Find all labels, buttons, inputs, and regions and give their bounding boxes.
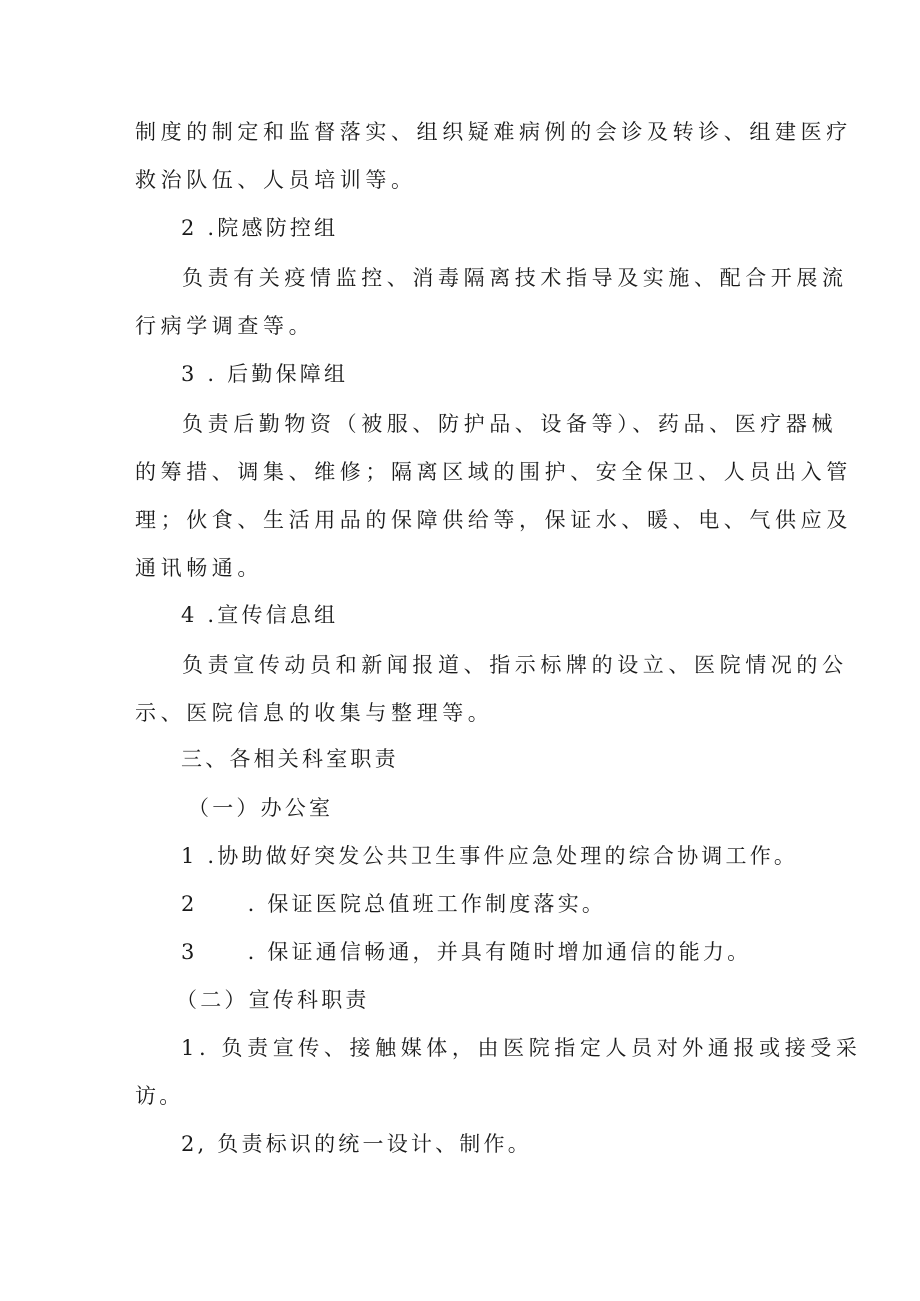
paragraph-line: 救治队伍、人员培训等。 xyxy=(135,168,417,192)
list-item: 1 .协助做好突发公共卫生事件应急处理的综合协调工作。 xyxy=(181,844,799,868)
list-number: 2 xyxy=(181,892,198,916)
paragraph-line: 行病学调查等。 xyxy=(135,314,315,338)
paragraph-line: 负责有关疫情监控、消毒隔离技术指导及实施、配合开展流 xyxy=(182,266,848,290)
section-heading: 3 . 后勤保障组 xyxy=(181,362,349,386)
paragraph-line: 访。 xyxy=(135,1084,184,1108)
chapter-heading: 三、各相关科室职责 xyxy=(181,747,399,771)
list-item: 1. 负责宣传、接触媒体，由医院指定人员对外通报或接受采 xyxy=(181,1036,862,1060)
paragraph-line: 的筹措、调集、维修；隔离区域的围护、安全保卫、人员出入管 xyxy=(135,460,852,484)
list-text: . 保证通信畅通，并具有随时增加通信的能力。 xyxy=(247,940,752,964)
section-heading: 4 .宣传信息组 xyxy=(181,603,339,627)
subsection-heading: （二）宣传科职责 xyxy=(176,988,370,1012)
subsection-heading: （一）办公室 xyxy=(188,796,334,820)
paragraph-line: 负责宣传动员和新闻报道、指示标牌的设立、医院情况的公 xyxy=(182,653,848,677)
paragraph-line: 通讯畅通。 xyxy=(135,556,263,580)
list-item: 2, 负责标识的统一设计、制作。 xyxy=(181,1132,532,1156)
paragraph-line: 理；伙食、生活用品的保障供给等，保证水、暖、电、气供应及 xyxy=(135,508,852,532)
paragraph-line: 制度的制定和监督落实、组织疑难病例的会诊及转诊、组建医疗 xyxy=(135,120,852,144)
list-item xyxy=(181,938,751,966)
list-number: 3 xyxy=(181,940,198,964)
section-heading: 2 .院感防控组 xyxy=(181,216,339,240)
paragraph-line: 示、医院信息的收集与整理等。 xyxy=(135,701,494,725)
list-text: . 保证医院总值班工作制度落实。 xyxy=(247,892,607,916)
paragraph-line: 负责后勤物资（被服、防护品、设备等）、药品、医疗器械 xyxy=(182,412,838,436)
list-item xyxy=(181,890,606,918)
